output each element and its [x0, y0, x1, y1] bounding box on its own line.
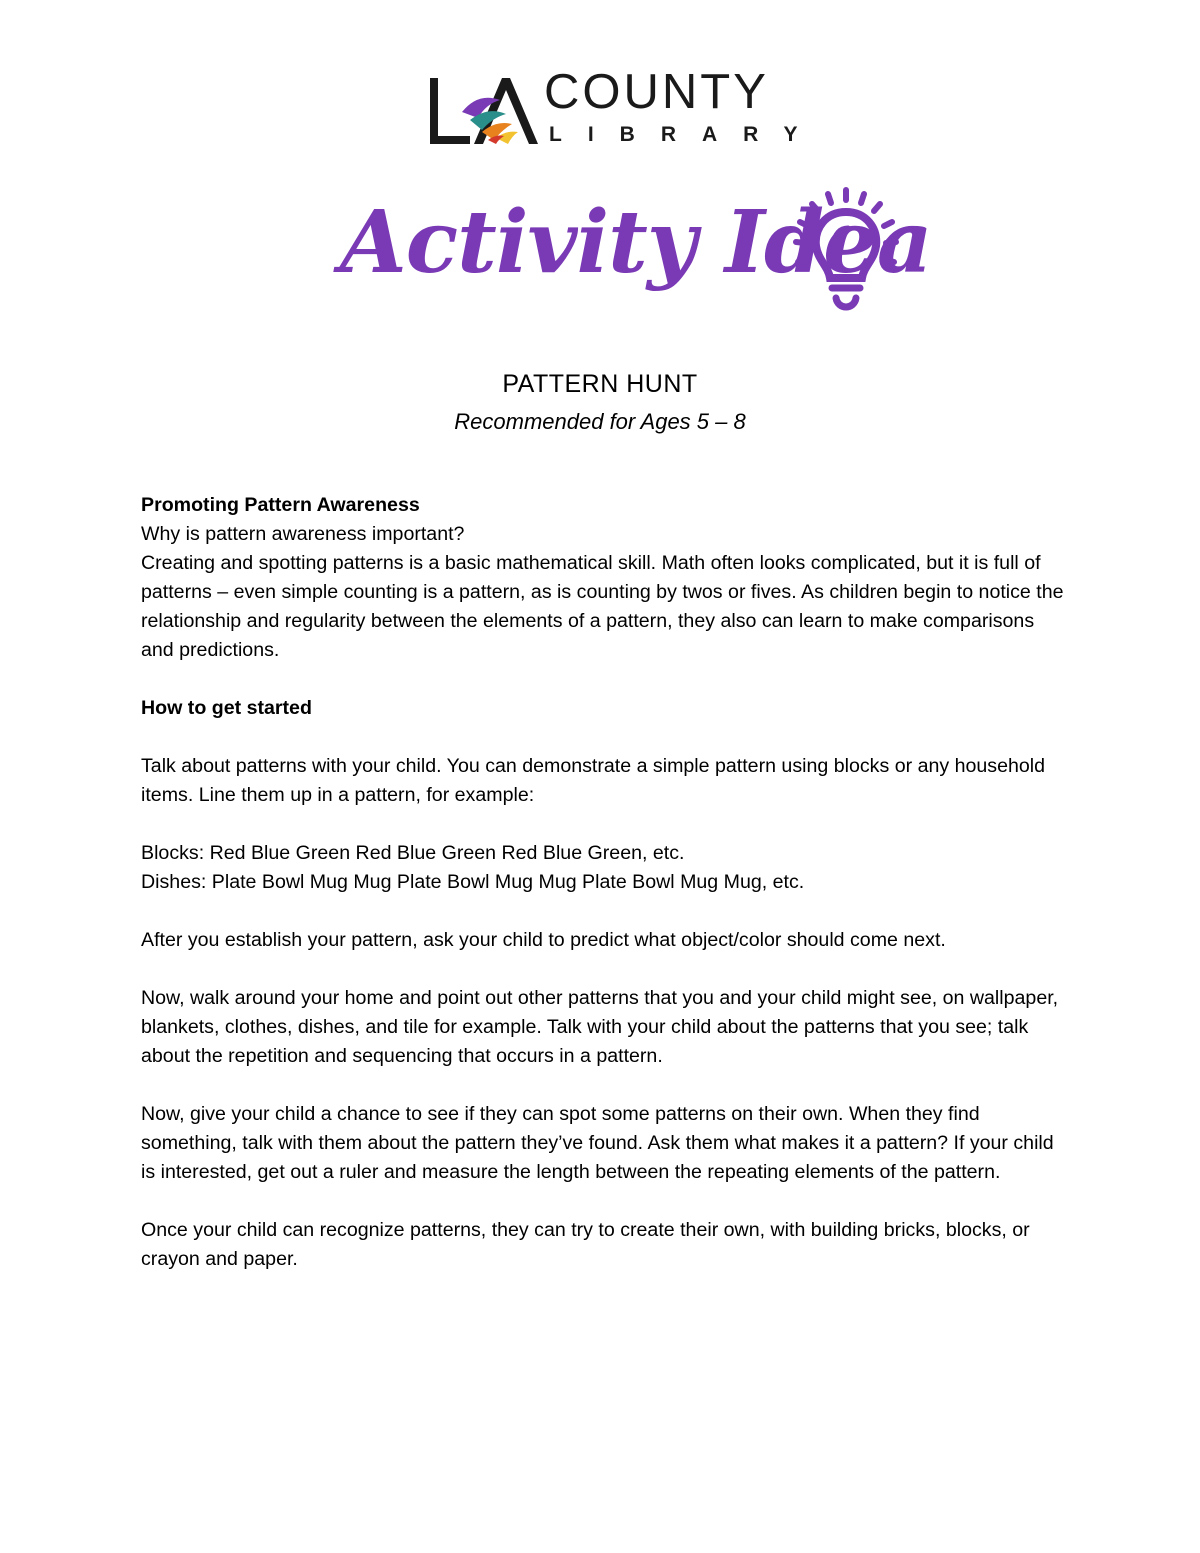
example-blocks: Blocks: Red Blue Green Red Blue Green Red Blue Green, etc. [141, 842, 685, 864]
example-dishes: Dishes: Plate Bowl Mug Mug Plate Bowl Mug Mug Plate Bowl Mug Mug, etc. [141, 871, 805, 893]
get-started-intro: Talk about patterns with your child. You can demonstrate a simple pattern using blocks or any household items. Line them up in a pattern, for example: [141, 755, 1046, 806]
section-heading-get-started: How to get started [141, 697, 312, 719]
lightbulb-icon [786, 186, 906, 326]
section-heading-awareness: Promoting Pattern Awareness [141, 494, 420, 516]
awareness-question: Why is pattern awareness important? [141, 523, 465, 545]
la-county-library-logo [426, 65, 824, 148]
own-patterns-paragraph: Now, give your child a chance to see if they can spot some patterns on their own. When they find something, talk with them about the pattern they’ve found. Ask them what makes it a pattern? If your child is interested, get out a ruler and measure the length between the repeating elements of the pattern. [141, 1103, 1054, 1183]
create-paragraph: Once your child can recognize patterns, they can try to create their own, with building bricks, blocks, or crayon and paper. [141, 1219, 1030, 1270]
walk-paragraph: Now, walk around your home and point out other patterns that you and your child might see, on wallpaper, blankets, clothes, dishes, and tile for example. Talk with your child about the patterns that you see; talk about the repetition and sequencing that occurs in a pattern. [141, 987, 1059, 1067]
page-title: PATTERN HUNT [502, 370, 698, 398]
banner-text: Activity Idea [340, 192, 932, 293]
logo-county-text: COUNTY [544, 65, 769, 119]
la-logo-mark-icon [426, 74, 546, 148]
awareness-paragraph: Creating and spotting patterns is a basic mathematical skill. Math often looks complicated, but it is full of patterns – even simple counting is a pattern, as is counting by twos or fives. As children begin to notice the relationship and regularity between the elements of a pattern, they also can learn to make comparisons and predictions. [141, 552, 1064, 661]
predict-paragraph: After you establish your pattern, ask your child to predict what object/color should come next. [141, 929, 946, 951]
activity-idea-banner [336, 190, 932, 330]
logo-library-text: LIBRARY [549, 123, 824, 146]
document-body [141, 491, 1071, 1274]
page-subtitle: Recommended for Ages 5 – 8 [454, 409, 746, 434]
